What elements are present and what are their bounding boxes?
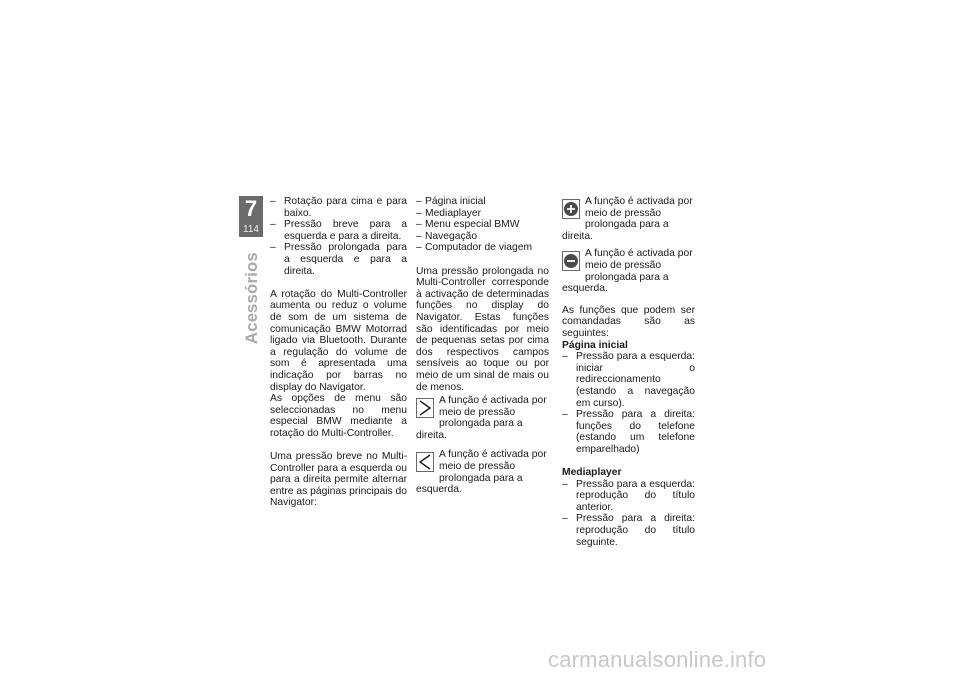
note-minus [562,248,695,294]
list-item [270,219,407,242]
chapter-title: Acessórios [243,252,261,344]
list-item [416,196,549,208]
list-item-text: Pressão para a esquerda: reprodução do título anterior. [576,478,695,513]
list-item-text: Pressão para a esquerda: iniciar o redireccionamento (estando a navegação em curso). [576,351,695,409]
column-1 [270,196,407,509]
list-item-text: Mediaplayer [425,207,482,219]
dash: – [416,230,422,242]
paragraph-menu-options: As opções de menu são seleccionadas no menu especial BMW mediante a rotação do Multi-Controller. [270,393,407,439]
list-item-text: Menu especial BMW [425,219,520,231]
dash: – [416,219,422,231]
chapter-number: 7 [244,196,258,221]
minus-icon [562,251,580,271]
page-number: 114 [243,224,259,235]
list-item-text: Pressão prolongada para a esquerda e para a direita. [284,242,407,277]
note-minus-text: A função é activada por meio de pressão prolongada para a esquerda. [562,248,693,295]
dash: – [270,242,276,254]
paragraph-long-press: Uma pressão prolongada no Multi-Controller corresponde à activação de determinadas funções no display do Navigator. Estas funções são identificadas por meio de pequenas setas por cima dos respectivos campos sensíveis ao toque ou por meio de um sinal de mais ou de menos. [416,265,549,393]
paragraph-short-press: Uma pressão breve no Multi-Controller para a esquerda ou para a direita permite alternar entre as páginas principais do Navigator: [270,451,407,509]
dash: – [562,478,568,490]
list-item [562,409,695,455]
list-item [416,242,549,254]
navigator-pages-list [416,196,549,254]
list-item-text: Pressão breve para a esquerda e para a direita. [284,219,407,242]
list-item [562,513,695,548]
dash: – [562,351,568,363]
dash: – [416,196,422,207]
heading-mediaplayer: Mediaplayer [562,467,622,479]
paragraph-functions-intro: As funções que podem ser comandadas são as seguintes: [562,304,695,339]
note-left [416,449,549,495]
note-right [416,395,549,441]
column-2 [416,196,549,496]
list-item [416,219,549,231]
note-right-text: A função é activada por meio de pressão prolongada para a direita. [416,395,547,441]
list-item [270,196,407,219]
list-item-text: Página inicial [425,196,486,207]
arrow-left-icon [416,452,434,472]
list-item [416,231,549,243]
list-item-text: Pressão para a direita: funções do telefone (estando um telefone emparelhado) [576,409,695,455]
column-3 [562,196,695,548]
list-item [562,351,695,409]
note-left-text: A função é activada por meio de pressão prolongada para a esquerda. [416,449,547,496]
note-plus-text: A função é activada por meio de pressão prolongada para a direita. [562,196,693,242]
list-item-text: Rotação para cima e para baixo. [284,196,407,219]
dash: – [416,207,422,219]
list-item [270,242,407,277]
note-plus [562,196,695,242]
arrow-right-icon [416,398,434,418]
dash: – [270,196,276,207]
heading-home-page: Página inicial [562,339,628,351]
list-item-text: Computador de viagem [425,242,533,254]
list-item-text: Navegação [425,230,478,242]
dash: – [562,513,568,525]
plus-icon [562,199,580,219]
list-item [562,479,695,514]
list-item [416,208,549,220]
dash: – [416,242,422,254]
watermark: carmanualsonline.info [548,647,767,672]
dash: – [270,219,276,231]
dash: – [562,409,568,421]
paragraph-volume: A rotação do Multi-Controller aumenta ou reduz o volume de som de um sistema de comunicação BMW Motorrad ligado via Bluetooth. Durante a regulação do volume de som é apresentada uma indicação por barras no display do Navigator. [270,288,407,393]
list-item-text: Pressão para a direita: reprodução do título seguinte. [576,513,695,548]
chapter-tab [239,196,263,237]
